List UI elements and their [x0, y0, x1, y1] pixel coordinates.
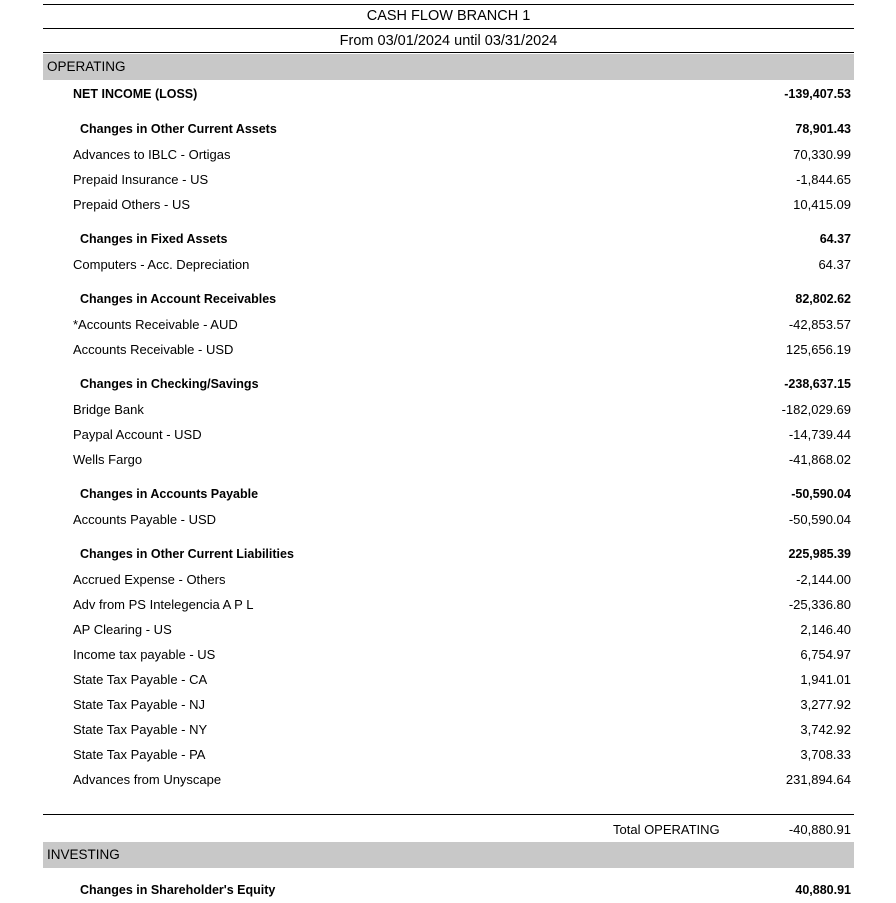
- group-label: Changes in Shareholder's Equity: [80, 883, 276, 897]
- group-value: 64.37: [819, 232, 851, 246]
- group-value: 82,802.62: [795, 292, 851, 306]
- line-item-row: [43, 427, 854, 447]
- line-item-value: 10,415.09: [793, 197, 851, 212]
- line-item-label: Income tax payable - US: [73, 647, 216, 662]
- line-item-row: [43, 452, 854, 472]
- group-row: [43, 487, 854, 507]
- line-item-label: Adv from PS Intelegencia A P L: [73, 597, 254, 612]
- line-item-value: -14,739.44: [788, 427, 851, 442]
- line-item-label: Accounts Receivable - USD: [73, 342, 234, 357]
- section-investing-label: INVESTING: [47, 847, 120, 862]
- group-label: Changes in Fixed Assets: [80, 232, 228, 246]
- group-row: [43, 547, 854, 567]
- section-investing: [43, 842, 854, 868]
- line-item-label: Prepaid Others - US: [73, 197, 191, 212]
- line-item-row: [43, 597, 854, 617]
- title-rule: [43, 28, 854, 29]
- line-item-label: Paypal Account - USD: [73, 427, 202, 442]
- line-item-label: State Tax Payable - NJ: [73, 697, 205, 712]
- line-item-row: [43, 197, 854, 217]
- group-value: 78,901.43: [795, 122, 851, 136]
- total-operating-label: Total OPERATING: [613, 822, 720, 837]
- line-item-row: [43, 622, 854, 642]
- line-item-value: -182,029.69: [781, 402, 851, 417]
- line-item-label: Bridge Bank: [73, 402, 144, 417]
- line-item-value: -41,868.02: [788, 452, 851, 467]
- line-item-value: -50,590.04: [788, 512, 851, 527]
- line-item-row: [43, 402, 854, 422]
- line-item-row: [43, 342, 854, 362]
- period-rule: [43, 52, 854, 53]
- group-row: [43, 292, 854, 312]
- line-item-row: [43, 572, 854, 592]
- line-item-label: Advances to IBLC - Ortigas: [73, 147, 231, 162]
- group-value: 225,985.39: [788, 547, 851, 561]
- line-item-row: [43, 747, 854, 767]
- line-item-value: 70,330.99: [793, 147, 851, 162]
- line-item-value: 2,146.40: [800, 622, 851, 637]
- group-row: [43, 377, 854, 397]
- line-item-label: State Tax Payable - NY: [73, 722, 208, 737]
- group-value: -50,590.04: [791, 487, 851, 501]
- line-item-value: 3,708.33: [800, 747, 851, 762]
- section-operating: [43, 54, 854, 80]
- group-row: [43, 232, 854, 252]
- line-item-value: -42,853.57: [788, 317, 851, 332]
- line-item-row: [43, 697, 854, 717]
- line-item-label: State Tax Payable - CA: [73, 672, 208, 687]
- line-item-label: AP Clearing - US: [73, 622, 172, 637]
- net-income-label: NET INCOME (LOSS): [73, 87, 198, 101]
- line-item-value: -25,336.80: [788, 597, 851, 612]
- top-rule: [43, 4, 854, 5]
- line-item-row: [43, 722, 854, 742]
- group-label: Changes in Other Current Liabilities: [80, 547, 294, 561]
- line-item-value: -2,144.00: [796, 572, 851, 587]
- group-value: 40,880.91: [795, 883, 851, 897]
- group-label: Changes in Checking/Savings: [80, 377, 259, 391]
- net-income-row: [43, 87, 854, 107]
- line-item-row: [43, 257, 854, 277]
- line-item-value: 6,754.97: [800, 647, 851, 662]
- total-rule: [43, 814, 854, 815]
- group-row: [43, 883, 854, 903]
- line-item-label: Wells Fargo: [73, 452, 143, 467]
- line-item-value: -1,844.65: [796, 172, 851, 187]
- line-item-label: Prepaid Insurance - US: [73, 172, 209, 187]
- line-item-value: 3,742.92: [800, 722, 851, 737]
- group-label: Changes in Other Current Assets: [80, 122, 277, 136]
- report-title: CASH FLOW BRANCH 1: [366, 8, 531, 24]
- line-item-label: Computers - Acc. Depreciation: [73, 257, 250, 272]
- line-item-value: 231,894.64: [785, 772, 851, 787]
- line-item-row: [43, 672, 854, 692]
- line-item-value: 64.37: [818, 257, 851, 272]
- line-item-row: [43, 512, 854, 532]
- group-label: Changes in Accounts Payable: [80, 487, 259, 501]
- line-item-value: 1,941.01: [800, 672, 851, 687]
- line-item-label: State Tax Payable - PA: [73, 747, 206, 762]
- line-item-row: [43, 772, 854, 792]
- line-item-label: *Accounts Receivable - AUD: [73, 317, 238, 332]
- section-operating-label: OPERATING: [47, 59, 126, 74]
- line-item-label: Advances from Unyscape: [73, 772, 222, 787]
- line-item-label: Accrued Expense - Others: [73, 572, 226, 587]
- net-income-value: -139,407.53: [784, 87, 851, 101]
- line-item-row: [43, 172, 854, 192]
- line-item-label: Accounts Payable - USD: [73, 512, 217, 527]
- line-item-row: [43, 147, 854, 167]
- group-row: [43, 122, 854, 142]
- group-value: -238,637.15: [784, 377, 851, 391]
- group-label: Changes in Account Receivables: [80, 292, 277, 306]
- report-period: From 03/01/2024 until 03/31/2024: [339, 33, 558, 49]
- line-item-row: [43, 317, 854, 337]
- line-item-row: [43, 647, 854, 667]
- total-operating-value: -40,880.91: [788, 822, 851, 837]
- line-item-value: 3,277.92: [800, 697, 851, 712]
- line-item-value: 125,656.19: [785, 342, 851, 357]
